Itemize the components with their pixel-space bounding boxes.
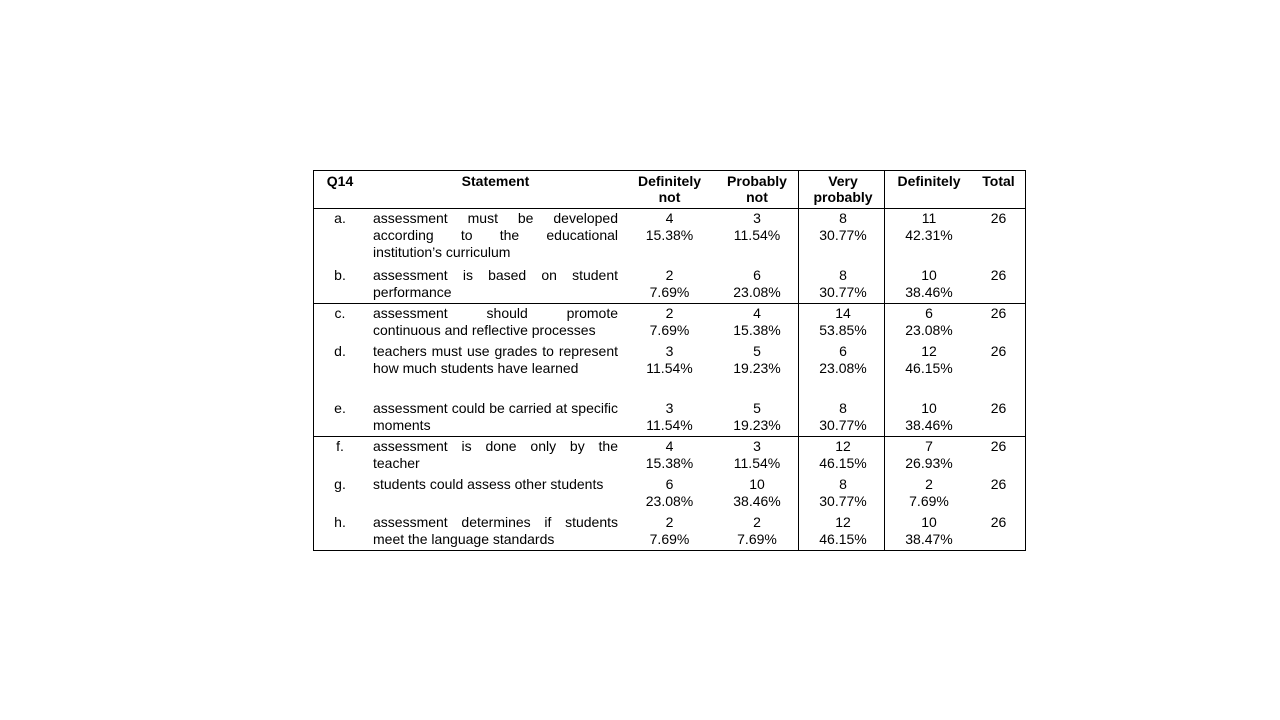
count: 2 xyxy=(665,267,674,283)
definitely-cell xyxy=(886,267,972,301)
very-probably-cell xyxy=(800,267,886,301)
probably-not-cell xyxy=(714,305,800,339)
row-letter: f. xyxy=(336,438,344,454)
count: 6 xyxy=(665,476,674,492)
percent: 23.08% xyxy=(645,493,694,509)
very-probably-cell xyxy=(800,305,886,339)
header-q14: Q14 xyxy=(326,173,354,189)
count: 14 xyxy=(835,305,851,321)
count: 5 xyxy=(753,343,761,359)
row-statement: assessment is based on student performance xyxy=(373,267,618,300)
percent: 7.69% xyxy=(737,531,777,547)
percent: 30.77% xyxy=(819,493,867,509)
very-probably-cell xyxy=(800,343,886,377)
percent: 11.54% xyxy=(646,360,693,376)
percent: 46.15% xyxy=(819,455,867,471)
count: 12 xyxy=(835,438,851,454)
total-cell: 26 xyxy=(990,400,1007,416)
percent: 38.46% xyxy=(733,493,781,509)
group-divider-1 xyxy=(314,303,1025,304)
row-statement: teachers must use grades to represent how much students have learned xyxy=(373,343,618,376)
percent: 11.54% xyxy=(733,227,781,243)
definitely-not-cell xyxy=(626,267,713,301)
percent: 7.69% xyxy=(649,531,690,547)
definitely-cell xyxy=(886,305,972,339)
group-divider-2 xyxy=(314,436,1025,437)
count: 4 xyxy=(665,438,674,454)
header-statement: Statement xyxy=(461,173,530,189)
row-letter: g. xyxy=(334,476,346,492)
row-letter: b. xyxy=(334,267,346,283)
count: 3 xyxy=(753,210,761,226)
count: 3 xyxy=(665,343,674,359)
header-total: Total xyxy=(982,173,1015,189)
definitely-cell xyxy=(886,400,972,434)
total-cell: 26 xyxy=(990,210,1007,226)
definitely-not-cell xyxy=(626,210,713,244)
definitely-cell xyxy=(886,210,972,244)
survey-table xyxy=(313,170,1026,551)
percent: 23.08% xyxy=(733,284,781,300)
definitely-not-cell xyxy=(626,438,713,472)
header-very-probably: Very probably xyxy=(813,173,873,205)
count: 8 xyxy=(839,476,847,492)
very-probably-cell xyxy=(800,400,886,434)
definitely-not-cell xyxy=(626,476,713,510)
total-cell: 26 xyxy=(990,438,1007,454)
row-letter: h. xyxy=(334,514,346,530)
count: 12 xyxy=(835,514,851,530)
percent: 42.31% xyxy=(905,227,953,243)
definitely-not-cell xyxy=(626,400,713,434)
percent: 30.77% xyxy=(819,284,867,300)
percent: 7.69% xyxy=(649,284,690,300)
count: 5 xyxy=(753,400,761,416)
count: 7 xyxy=(925,438,933,454)
very-probably-cell xyxy=(800,476,886,510)
percent: 19.23% xyxy=(733,360,781,376)
count: 11 xyxy=(921,210,937,226)
row-statement: assessment determines if students meet the language standards xyxy=(373,514,618,547)
header-divider xyxy=(314,208,1025,209)
very-probably-cell xyxy=(800,210,886,244)
percent: 53.85% xyxy=(819,322,867,338)
definitely-cell xyxy=(886,343,972,377)
total-cell: 26 xyxy=(990,476,1007,492)
header-probably-not: Probably not xyxy=(727,173,787,205)
row-letter: e. xyxy=(334,400,346,416)
count: 8 xyxy=(839,210,847,226)
row-letter: c. xyxy=(334,305,346,321)
count: 3 xyxy=(753,438,761,454)
very-probably-cell xyxy=(800,514,886,548)
percent: 15.38% xyxy=(645,227,694,243)
percent: 46.15% xyxy=(905,360,953,376)
count: 8 xyxy=(839,267,847,283)
probably-not-cell xyxy=(714,267,800,301)
definitely-cell xyxy=(886,514,972,548)
row-letter: d. xyxy=(334,343,346,359)
count: 10 xyxy=(921,400,937,416)
percent: 11.54% xyxy=(646,417,693,433)
row-letter: a. xyxy=(334,210,346,226)
count: 3 xyxy=(665,400,674,416)
probably-not-cell xyxy=(714,210,800,244)
percent: 11.54% xyxy=(733,455,781,471)
count: 4 xyxy=(665,210,674,226)
percent: 15.38% xyxy=(645,455,694,471)
percent: 38.46% xyxy=(905,417,953,433)
percent: 23.08% xyxy=(905,322,953,338)
count: 12 xyxy=(921,343,937,359)
probably-not-cell xyxy=(714,343,800,377)
percent: 30.77% xyxy=(819,417,867,433)
total-cell: 26 xyxy=(990,267,1007,283)
header-definitely-not: Definitely not xyxy=(637,173,701,205)
row-statement: assessment should promote continuous and reflective processes xyxy=(373,305,618,338)
count: 10 xyxy=(749,476,765,492)
probably-not-cell xyxy=(714,476,800,510)
total-cell: 26 xyxy=(990,343,1007,359)
count: 6 xyxy=(839,343,847,359)
percent: 7.69% xyxy=(649,322,690,338)
definitely-not-cell xyxy=(626,305,713,339)
percent: 46.15% xyxy=(819,531,867,547)
definitely-cell xyxy=(886,476,972,510)
count: 8 xyxy=(839,400,847,416)
definitely-not-cell xyxy=(626,343,713,377)
percent: 15.38% xyxy=(733,322,781,338)
percent: 38.47% xyxy=(905,531,953,547)
probably-not-cell xyxy=(714,438,800,472)
row-statement: assessment must be developed according to the educational institution’s curriculum xyxy=(373,210,618,260)
total-cell: 26 xyxy=(990,514,1007,530)
count: 2 xyxy=(665,514,674,530)
count: 10 xyxy=(921,514,937,530)
definitely-not-cell xyxy=(626,514,713,548)
percent: 38.46% xyxy=(905,284,953,300)
count: 10 xyxy=(921,267,937,283)
row-statement: assessment could be carried at specific moments xyxy=(373,400,618,433)
count: 2 xyxy=(753,514,761,530)
probably-not-cell xyxy=(714,400,800,434)
count: 6 xyxy=(753,267,761,283)
row-statement: students could assess other students xyxy=(373,476,604,492)
percent: 23.08% xyxy=(819,360,867,376)
percent: 19.23% xyxy=(733,417,781,433)
percent: 30.77% xyxy=(819,227,867,243)
row-statement: assessment is done only by the teacher xyxy=(373,438,618,471)
probably-not-cell xyxy=(714,514,800,548)
percent: 7.69% xyxy=(909,493,949,509)
percent: 26.93% xyxy=(905,455,953,471)
count: 2 xyxy=(925,476,933,492)
definitely-cell xyxy=(886,438,972,472)
header-definitely: Definitely xyxy=(897,173,961,189)
count: 4 xyxy=(753,305,761,321)
count: 2 xyxy=(665,305,674,321)
total-cell: 26 xyxy=(990,305,1007,321)
very-probably-cell xyxy=(800,438,886,472)
count: 6 xyxy=(925,305,933,321)
